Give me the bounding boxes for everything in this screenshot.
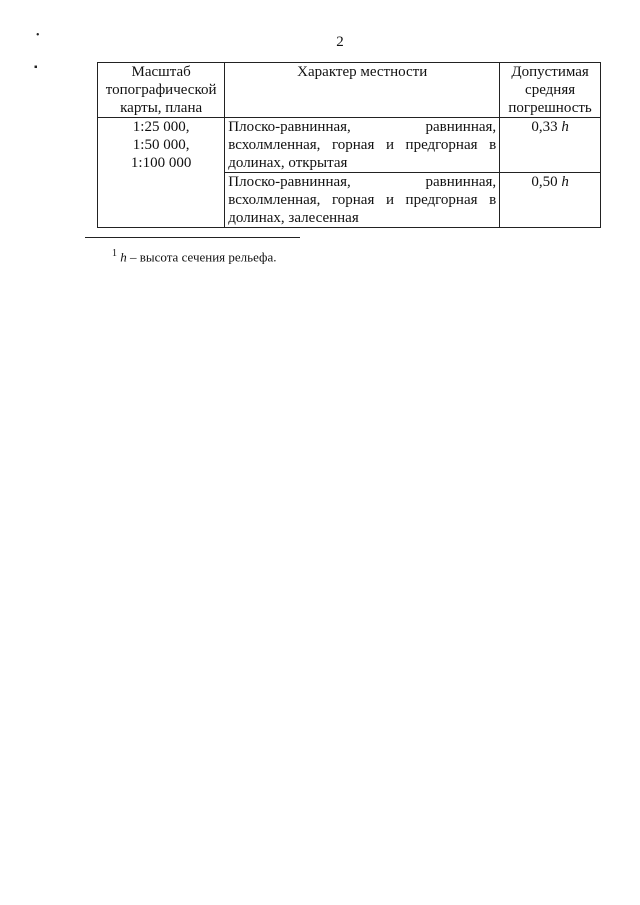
footnote-divider <box>85 237 300 238</box>
accuracy-table <box>97 62 601 228</box>
scale-value: 1:25 000, <box>132 119 190 135</box>
scan-speck: ▪ <box>34 62 38 73</box>
header-error-line: Допустимая <box>511 64 589 80</box>
header-error-line: погрешность <box>508 100 592 116</box>
error-symbol: h <box>561 119 569 135</box>
header-terrain: Характер местности <box>225 63 500 118</box>
scale-cell <box>98 118 225 228</box>
footnote-marker: 1 <box>112 248 117 259</box>
error-symbol: h <box>561 174 569 190</box>
error-cell <box>500 173 601 228</box>
table-row <box>98 118 601 173</box>
header-error-line: средняя <box>525 82 576 98</box>
header-scale-line: карты, плана <box>120 100 203 116</box>
terrain-cell: Плоско-равнинная, равнинная, всхолмленная, горная и предгорная в долинах, открытая <box>225 118 500 173</box>
footnote <box>112 248 276 265</box>
footnote-symbol: h <box>120 249 127 265</box>
error-value: 0,33 <box>531 119 558 135</box>
scale-value: 1:50 000, <box>132 137 190 153</box>
scale-value: 1:100 000 <box>130 155 192 171</box>
scan-speck: • <box>36 30 40 41</box>
terrain-cell: Плоско-равнинная, равнинная, всхолмленная, горная и предгорная в долинах, залесенная <box>225 173 500 228</box>
error-cell <box>500 118 601 173</box>
error-value: 0,50 <box>531 174 558 190</box>
header-scale-line: Масштаб <box>131 64 191 80</box>
page-number: 2 <box>336 34 344 50</box>
header-error <box>500 63 601 118</box>
table-header-row <box>98 63 601 118</box>
header-scale <box>98 63 225 118</box>
header-scale-line: топографической <box>105 82 217 98</box>
footnote-text: – высота сечения рельефа. <box>126 249 277 265</box>
